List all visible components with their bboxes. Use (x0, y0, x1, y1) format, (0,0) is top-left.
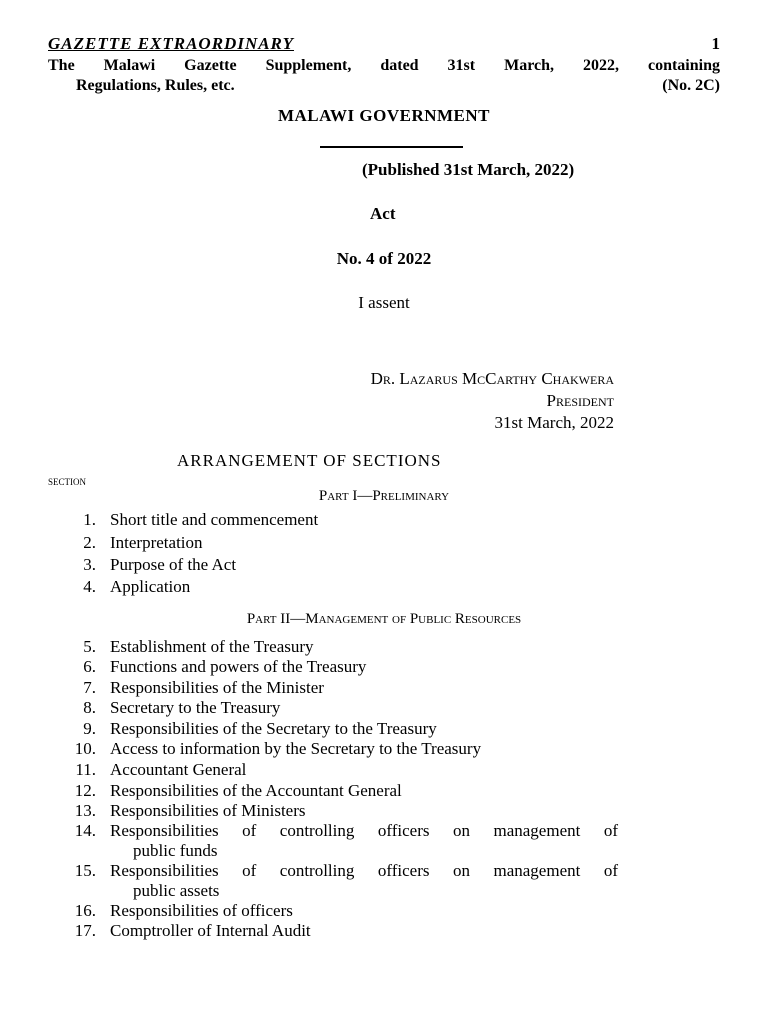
toc-item-title: Responsibilities of the Minister (110, 678, 324, 697)
toc-item-title: Access to information by the Secretary to the Treasury (110, 739, 482, 758)
toc-item-title-continuation: public funds (133, 841, 218, 860)
toc-item-title: Accountant General (110, 760, 247, 779)
toc-item-number: 15. (74, 861, 96, 880)
toc-item-number: 9. (83, 719, 96, 738)
toc-item-title: Responsibilities of the Accountant General (110, 781, 402, 800)
toc-item-number: 11. (75, 760, 96, 779)
assent-text: I assent (358, 293, 410, 312)
toc-item-number: 8. (83, 698, 96, 717)
toc-item-number: 10. (74, 739, 96, 758)
supplement-line-2: Regulations, Rules, etc. (76, 77, 235, 94)
part-2-heading: Part II—Management of Public Resources (246, 611, 522, 627)
toc-item-title: Short title and commencement (110, 510, 319, 529)
toc-item-title: Establishment of the Treasury (110, 637, 314, 656)
toc-item-number: 14. (74, 821, 96, 840)
toc-item-number: 17. (74, 921, 96, 940)
toc-item-title: Responsibilities of the Secretary to the Treasury (110, 719, 437, 738)
toc-item-title: Responsibilities of controlling officers on management of (110, 861, 618, 880)
part-1-heading: Part I—Preliminary (318, 488, 450, 504)
toc-item-number: 2. (83, 533, 96, 552)
supplement-line-1: The Malawi Gazette Supplement, dated 31st March, 2022, containing (48, 57, 720, 74)
page-number: 1 (711, 34, 720, 53)
toc-item-title: Secretary to the Treasury (110, 698, 281, 717)
toc-item-title: Application (110, 577, 191, 596)
heading-rule (320, 146, 463, 148)
toc-item-title: Interpretation (110, 533, 203, 552)
supplement-number: (No. 2C) (662, 77, 720, 94)
toc-item-number: 7. (83, 678, 96, 697)
act-type: Act (370, 204, 396, 223)
toc-item-title: Responsibilities of officers (110, 901, 293, 920)
toc-item-number: 13. (74, 801, 96, 820)
toc-item-number: 16. (74, 901, 96, 920)
toc-item-title: Functions and powers of the Treasury (110, 657, 367, 676)
toc-item-number: 6. (83, 657, 96, 676)
toc-item-title: Purpose of the Act (110, 555, 237, 574)
arrangement-title: ARRANGEMENT OF SECTIONS (177, 451, 442, 470)
toc-item-title-continuation: public assets (133, 881, 220, 900)
toc-item-number: 1. (83, 510, 96, 529)
signatory-name: Dr. Lazarus McCarthy Chakwera (370, 369, 614, 388)
section-label: section (48, 473, 86, 488)
government-heading: MALAWI GOVERNMENT (277, 106, 491, 125)
toc-item-title: Responsibilities of Ministers (110, 801, 306, 820)
act-number: No. 4 of 2022 (336, 249, 432, 268)
toc-item-title: Comptroller of Internal Audit (110, 921, 311, 940)
signatory-title: President (546, 391, 614, 410)
signatory-date: 31st March, 2022 (494, 413, 614, 432)
toc-item-number: 3. (83, 555, 96, 574)
toc-item-number: 12. (74, 781, 96, 800)
toc-item-title: Responsibilities of controlling officers on management of (110, 821, 618, 840)
gazette-title: GAZETTE EXTRAORDINARY (48, 34, 294, 53)
toc-item-number: 4. (83, 577, 96, 596)
published-date: (Published 31st March, 2022) (362, 160, 575, 179)
toc-item-number: 5. (83, 637, 96, 656)
